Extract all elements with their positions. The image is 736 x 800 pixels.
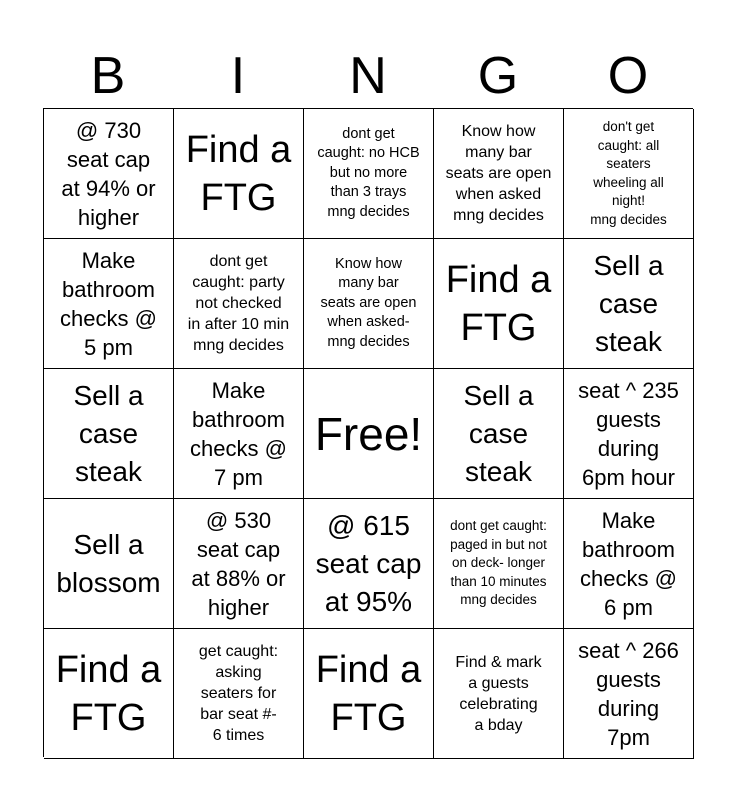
bingo-cell[interactable]: Make bathroom checks @ 6 pm [564, 499, 694, 629]
header-letter-n: N [349, 47, 387, 105]
bingo-cell[interactable]: seat ^ 266 guests during 7pm [564, 629, 694, 759]
bingo-cell[interactable]: don't get caught: all seaters wheeling all night! mng decides [564, 109, 694, 239]
bingo-cell[interactable]: Sell a case steak [564, 239, 694, 369]
header-letter-o: O [607, 47, 649, 105]
bingo-cell[interactable]: Make bathroom checks @ 5 pm [44, 239, 174, 369]
bingo-cell[interactable]: Sell a case steak [434, 369, 564, 499]
bingo-cell[interactable]: Find a FTG [304, 629, 434, 759]
bingo-cell[interactable]: seat ^ 235 guests during 6pm hour [564, 369, 694, 499]
bingo-cell[interactable]: @ 615 seat cap at 95% [304, 499, 434, 629]
bingo-cell[interactable]: Sell a blossom [44, 499, 174, 629]
bingo-cell[interactable]: Know how many bar seats are open when asked mng decides [434, 109, 564, 239]
bingo-cell[interactable]: Find a FTG [434, 239, 564, 369]
header-letter-b: B [90, 47, 126, 105]
bingo-cell[interactable]: Find a FTG [44, 629, 174, 759]
bingo-cell[interactable]: Sell a case steak [44, 369, 174, 499]
bingo-cell[interactable]: Find a FTG [174, 109, 304, 239]
bingo-cell[interactable]: Find & mark a guests celebrating a bday [434, 629, 564, 759]
bingo-cell[interactable]: @ 730 seat cap at 94% or higher [44, 109, 174, 239]
bingo-grid [43, 108, 693, 757]
bingo-cell[interactable]: get caught: asking seaters for bar seat #- 6 times [174, 629, 304, 759]
bingo-cell[interactable]: Make bathroom checks @ 7 pm [174, 369, 304, 499]
bingo-cell[interactable]: dont get caught: party not checked in after 10 min mng decides [174, 239, 304, 369]
bingo-header [43, 44, 693, 108]
header-letter-g: G [477, 47, 519, 105]
bingo-cell[interactable]: dont get caught: paged in but not on deck- longer than 10 minutes mng decides [434, 499, 564, 629]
free-space[interactable]: Free! [304, 369, 434, 499]
bingo-cell[interactable]: @ 530 seat cap at 88% or higher [174, 499, 304, 629]
bingo-cell[interactable]: Know how many bar seats are open when asked- mng decides [304, 239, 434, 369]
header-letter-i: I [230, 47, 246, 105]
bingo-cell[interactable]: dont get caught: no HCB but no more than 3 trays mng decides [304, 109, 434, 239]
